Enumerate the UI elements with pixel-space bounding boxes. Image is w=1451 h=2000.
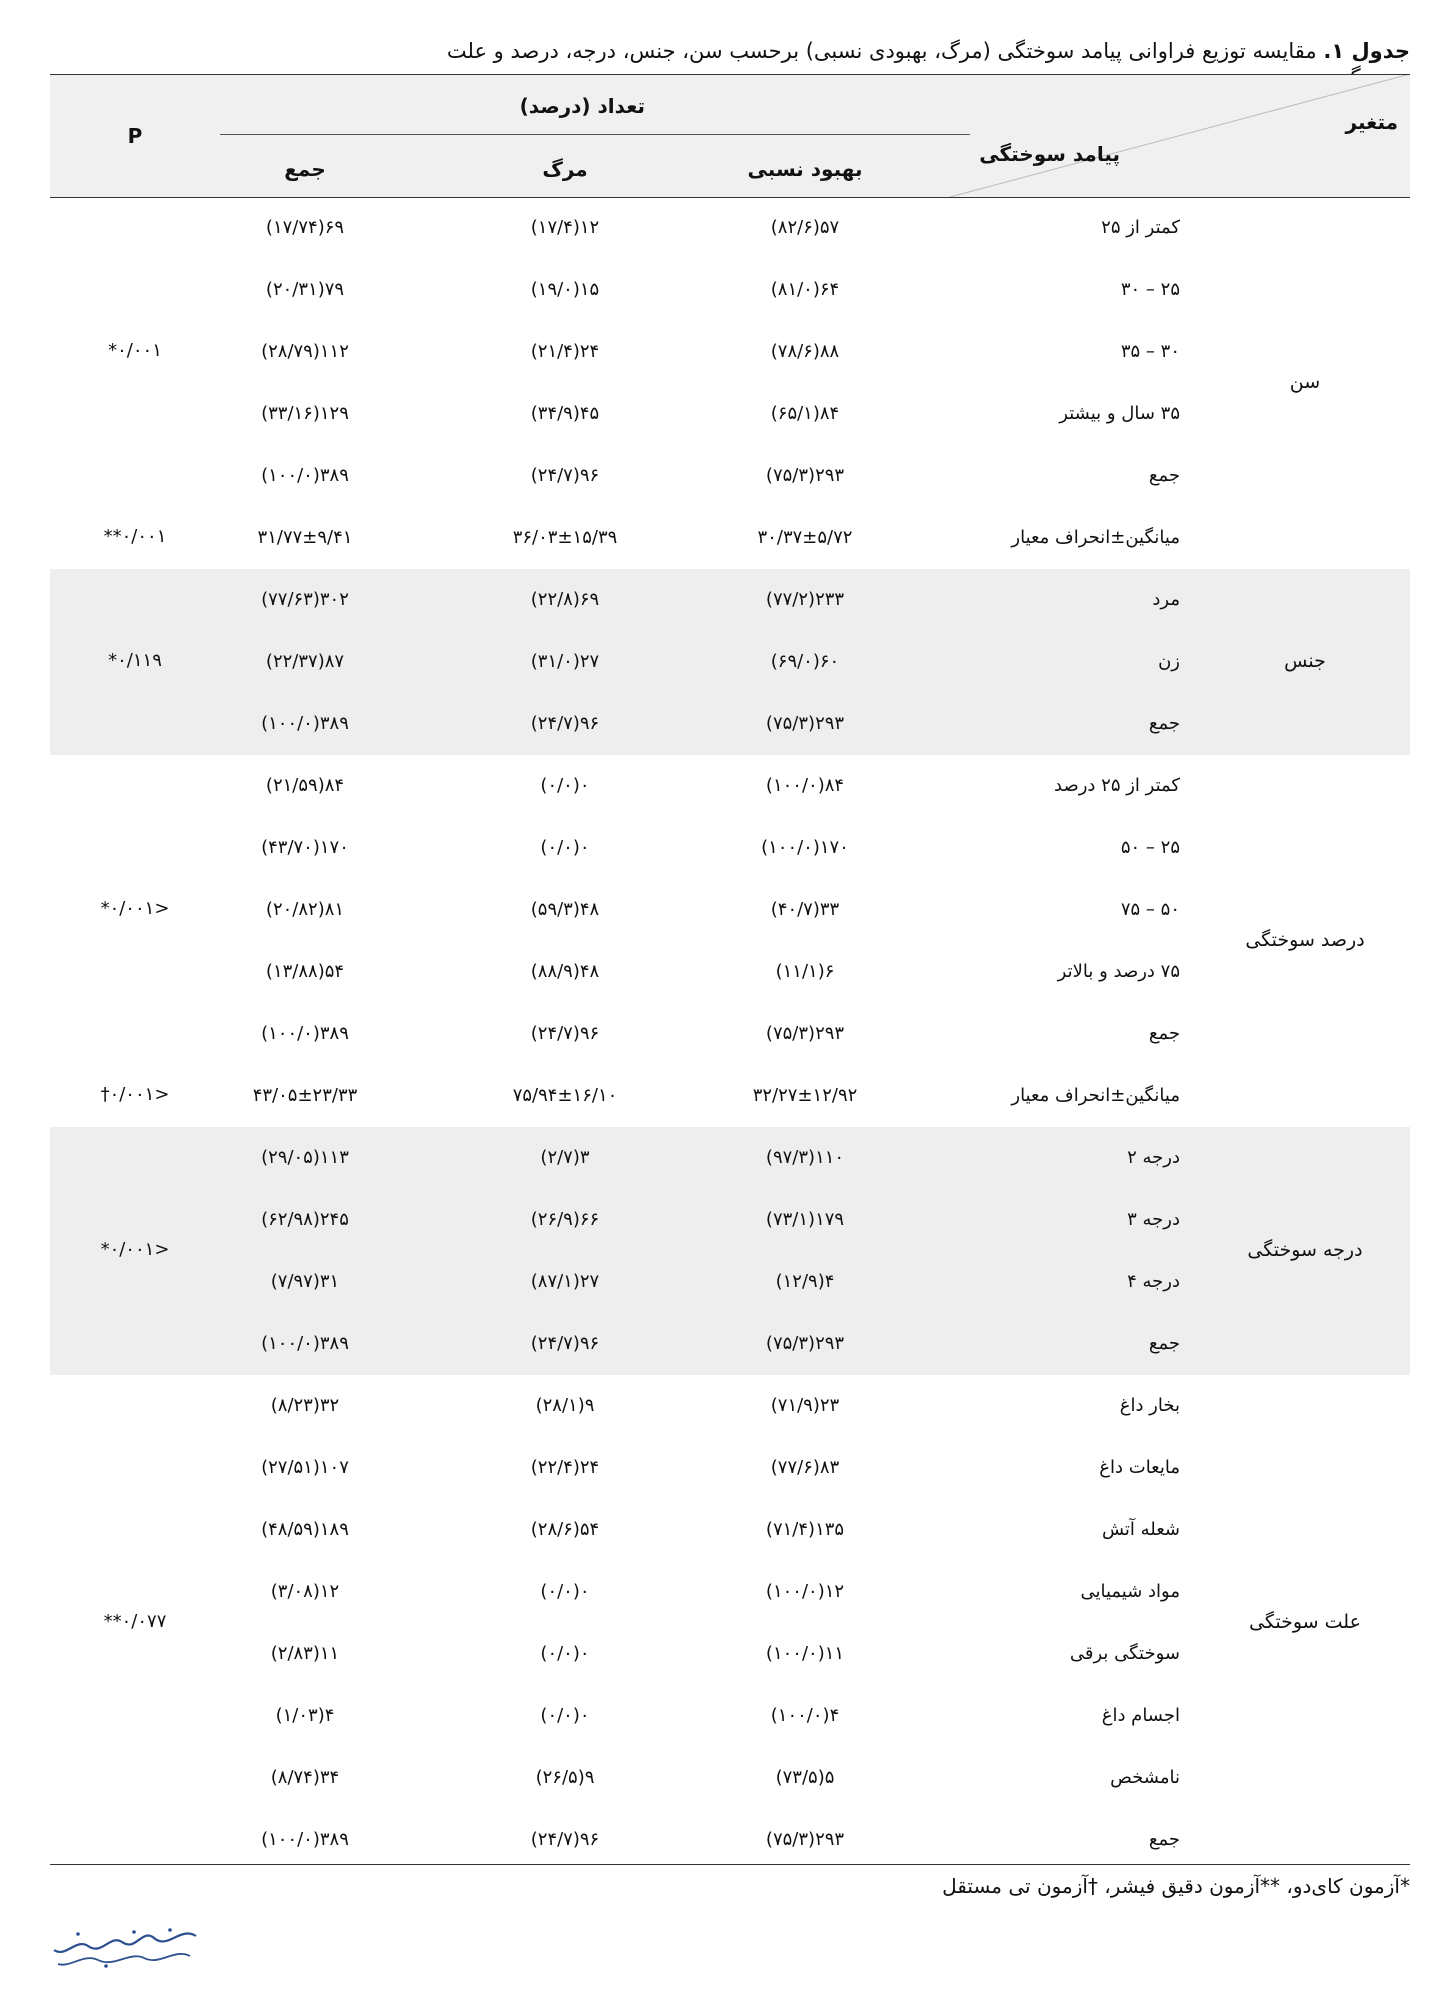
total-cell: ۸۷(۲۲/۳۷) bbox=[265, 651, 345, 672]
table-row bbox=[50, 1623, 1410, 1685]
outcome-cell: بخار داغ bbox=[1119, 1395, 1180, 1416]
total-cell: ۳۴(۸/۷۴) bbox=[270, 1767, 340, 1788]
outcome-cell: زن bbox=[1158, 651, 1180, 672]
p-value: <۰/۰۰۱* bbox=[100, 898, 170, 919]
improvement-cell: ۲۳۳(۷۷/۲) bbox=[765, 589, 845, 610]
outcome-cell: میانگین±انحراف معیار bbox=[1011, 527, 1180, 548]
death-cell: ۶۶(۲۶/۹) bbox=[530, 1209, 600, 1230]
table-row bbox=[50, 817, 1410, 879]
p-value-secondary: <۰/۰۰۱† bbox=[100, 1084, 170, 1105]
header-p: P bbox=[127, 124, 143, 148]
total-cell: ۳۸۹(۱۰۰/۰) bbox=[261, 1829, 349, 1850]
table-row bbox=[50, 197, 1410, 259]
outcome-cell: جمع bbox=[1148, 1829, 1180, 1850]
improvement-cell: ۱۱۰(۹۷/۳) bbox=[765, 1147, 845, 1168]
table-row bbox=[50, 1251, 1410, 1313]
table-footnote: *آزمون کای‌دو، **آزمون دقیق فیشر، †آزمون تی مستقل bbox=[942, 1874, 1410, 1898]
header-variable: متغیر bbox=[1345, 110, 1398, 134]
table-row bbox=[50, 755, 1410, 817]
total-cell: ۱۰۷(۲۷/۵۱) bbox=[261, 1457, 349, 1478]
outcome-cell: کمتر از ۲۵ درصد bbox=[1054, 775, 1180, 796]
outcome-cell: ۲۵ – ۳۰ bbox=[1120, 279, 1180, 300]
table-row bbox=[50, 1003, 1410, 1065]
improvement-cell: ۲۹۳(۷۵/۳) bbox=[765, 713, 845, 734]
total-cell: ۴۳/۰۵±۲۳/۳۳ bbox=[252, 1085, 358, 1106]
outcome-cell: مرد bbox=[1152, 589, 1180, 610]
outcome-cell: ۳۰ – ۳۵ bbox=[1120, 341, 1180, 362]
outcome-cell: ۷۵ درصد و بالاتر bbox=[1057, 961, 1180, 982]
total-cell: ۱۲(۳/۰۸) bbox=[270, 1581, 340, 1602]
death-cell: ۶۹(۲۲/۸) bbox=[530, 589, 600, 610]
table-row bbox=[50, 507, 1410, 569]
variable-name: سن bbox=[1289, 371, 1321, 393]
improvement-cell: ۳۲/۲۷±۱۲/۹۲ bbox=[752, 1085, 858, 1106]
death-cell: ۹(۲۶/۵) bbox=[535, 1767, 595, 1788]
outcome-cell: مواد شیمیایی bbox=[1080, 1581, 1180, 1602]
table-row bbox=[50, 1809, 1410, 1871]
improvement-cell: ۵(۷۳/۵) bbox=[775, 1767, 835, 1788]
outcome-cell: ۵۰ – ۷۵ bbox=[1120, 899, 1180, 920]
total-cell: ۵۴(۱۳/۸۸) bbox=[265, 961, 345, 982]
outcome-cell: جمع bbox=[1148, 1333, 1180, 1354]
death-cell: ۰(۰/۰) bbox=[540, 1643, 590, 1664]
table-row bbox=[50, 1499, 1410, 1561]
variable-name: علت سوختگی bbox=[1249, 1611, 1361, 1633]
improvement-cell: ۸۸(۷۸/۶) bbox=[770, 341, 840, 362]
improvement-cell: ۱۲(۱۰۰/۰) bbox=[765, 1581, 845, 1602]
improvement-cell: ۲۹۳(۷۵/۳) bbox=[765, 1023, 845, 1044]
outcome-cell: کمتر از ۲۵ bbox=[1101, 217, 1180, 238]
improvement-cell: ۴(۱۰۰/۰) bbox=[770, 1705, 840, 1726]
total-cell: ۱۷۰(۴۳/۷۰) bbox=[261, 837, 349, 858]
header-death: مرگ bbox=[542, 157, 588, 181]
header-improvement: بهبود نسبی bbox=[747, 157, 863, 181]
improvement-cell: ۱۱(۱۰۰/۰) bbox=[765, 1643, 845, 1664]
improvement-cell: ۳۳(۴۰/۷) bbox=[770, 899, 840, 920]
death-cell: ۴۸(۸۸/۹) bbox=[530, 961, 600, 982]
outcome-cell: نامشخص bbox=[1110, 1767, 1180, 1788]
improvement-cell: ۶۴(۸۱/۰) bbox=[770, 279, 840, 300]
top-rule bbox=[50, 74, 1410, 75]
death-cell: ۲۷(۸۷/۱) bbox=[530, 1271, 600, 1292]
row-group bbox=[50, 1375, 1410, 1871]
improvement-cell: ۸۳(۷۷/۶) bbox=[770, 1457, 840, 1478]
total-cell: ۳۱(۷/۹۷) bbox=[270, 1271, 340, 1292]
table-row bbox=[50, 259, 1410, 321]
death-cell: ۰(۰/۰) bbox=[540, 837, 590, 858]
row-group bbox=[50, 569, 1410, 755]
outcome-cell: جمع bbox=[1148, 1023, 1180, 1044]
death-cell: ۴۵(۳۴/۹) bbox=[530, 403, 600, 424]
total-cell: ۴(۱/۰۳) bbox=[275, 1705, 335, 1726]
death-cell: ۰(۰/۰) bbox=[540, 1705, 590, 1726]
table-row bbox=[50, 1747, 1410, 1809]
death-cell: ۳(۲/۷) bbox=[540, 1147, 590, 1168]
total-cell: ۱۸۹(۴۸/۵۹) bbox=[261, 1519, 349, 1540]
death-cell: ۲۴(۲۱/۴) bbox=[530, 341, 600, 362]
outcome-cell: درجه ۳ bbox=[1127, 1209, 1180, 1230]
total-cell: ۱۱۳(۲۹/۰۵) bbox=[261, 1147, 349, 1168]
total-cell: ۳۰۲(۷۷/۶۳) bbox=[261, 589, 349, 610]
journal-logo bbox=[50, 1920, 200, 1974]
table-row bbox=[50, 1313, 1410, 1375]
improvement-cell: ۸۴(۶۵/۱) bbox=[770, 403, 840, 424]
table-row bbox=[50, 1561, 1410, 1623]
death-cell: ۲۴(۲۲/۴) bbox=[530, 1457, 600, 1478]
outcome-cell: درجه ۴ bbox=[1127, 1271, 1180, 1292]
death-cell: ۹۶(۲۴/۷) bbox=[530, 713, 600, 734]
table-row bbox=[50, 1127, 1410, 1189]
table-row bbox=[50, 1065, 1410, 1127]
total-cell: ۱۲۹(۳۳/۱۶) bbox=[261, 403, 349, 424]
table-row bbox=[50, 445, 1410, 507]
death-cell: ۹۶(۲۴/۷) bbox=[530, 465, 600, 486]
caption-text: مقایسه توزیع فراوانی پیامد سوختگی (مرگ، بهبودی نسبی) برحسب سن، جنس، درجه، درصد و علت bbox=[446, 39, 1317, 63]
improvement-cell: ۲۹۳(۷۵/۳) bbox=[765, 1333, 845, 1354]
total-cell: ۳۸۹(۱۰۰/۰) bbox=[261, 1023, 349, 1044]
total-cell: ۳۲(۸/۲۳) bbox=[270, 1395, 340, 1416]
improvement-cell: ۲۳(۷۱/۹) bbox=[770, 1395, 840, 1416]
improvement-cell: ۱۷۰(۱۰۰/۰) bbox=[761, 837, 849, 858]
p-value: ۰/۰۰۱* bbox=[108, 340, 162, 361]
table-row bbox=[50, 941, 1410, 1003]
outcome-cell: اجسام داغ bbox=[1101, 1705, 1180, 1726]
outcome-cell: درجه ۲ bbox=[1127, 1147, 1180, 1168]
total-cell: ۳۸۹(۱۰۰/۰) bbox=[261, 1333, 349, 1354]
table-row bbox=[50, 693, 1410, 755]
variable-name: جنس bbox=[1284, 650, 1326, 672]
table-row bbox=[50, 321, 1410, 383]
row-group bbox=[50, 1127, 1410, 1375]
table-row bbox=[50, 879, 1410, 941]
death-cell: ۱۲(۱۷/۴) bbox=[530, 217, 600, 238]
table-row bbox=[50, 383, 1410, 445]
table-row bbox=[50, 1437, 1410, 1499]
total-cell: ۷۹(۲۰/۳۱) bbox=[265, 279, 345, 300]
death-cell: ۲۷(۳۱/۰) bbox=[530, 651, 600, 672]
header-count-percent: تعداد (درصد) bbox=[519, 94, 645, 118]
death-cell: ۹۶(۲۴/۷) bbox=[530, 1023, 600, 1044]
variable-name: درصد سوختگی bbox=[1245, 929, 1365, 951]
table-row bbox=[50, 1189, 1410, 1251]
outcome-cell: میانگین±انحراف معیار bbox=[1011, 1085, 1180, 1106]
bottom-rule bbox=[50, 1864, 1410, 1865]
header-total: جمع bbox=[284, 157, 326, 181]
improvement-cell: ۴(۱۲/۹) bbox=[775, 1271, 835, 1292]
total-cell: ۳۸۹(۱۰۰/۰) bbox=[261, 465, 349, 486]
total-cell: ۲۴۵(۶۲/۹۸) bbox=[261, 1209, 349, 1230]
total-cell: ۳۸۹(۱۰۰/۰) bbox=[261, 713, 349, 734]
death-cell: ۰(۰/۰) bbox=[540, 1581, 590, 1602]
outcome-cell: ۲۵ – ۵۰ bbox=[1120, 837, 1180, 858]
caption-label: جدول ۱. bbox=[1323, 39, 1410, 63]
total-cell: ۸۱(۲۰/۸۲) bbox=[265, 899, 345, 920]
outcome-cell: سوختگی برقی bbox=[1069, 1643, 1180, 1664]
improvement-cell: ۱۳۵(۷۱/۴) bbox=[765, 1519, 845, 1540]
total-cell: ۶۹(۱۷/۷۴) bbox=[265, 217, 345, 238]
row-group bbox=[50, 197, 1410, 569]
header-outcome: پیامد سوختگی bbox=[979, 142, 1120, 166]
total-cell: ۳۱/۷۷±۹/۴۱ bbox=[257, 527, 353, 548]
outcome-cell: مایعات داغ bbox=[1099, 1457, 1180, 1478]
variable-name: درجه سوختگی bbox=[1247, 1239, 1363, 1261]
death-cell: ۵۴(۲۸/۶) bbox=[530, 1519, 600, 1540]
outcome-cell: جمع bbox=[1148, 713, 1180, 734]
improvement-cell: ۶(۱۱/۱) bbox=[775, 961, 835, 982]
total-cell: ۱۱(۲/۸۳) bbox=[270, 1643, 340, 1664]
improvement-cell: ۲۹۳(۷۵/۳) bbox=[765, 1829, 845, 1850]
death-cell: ۳۶/۰۳±۱۵/۳۹ bbox=[512, 527, 618, 548]
outcome-cell: شعله آتش bbox=[1101, 1519, 1180, 1540]
improvement-cell: ۸۴(۱۰۰/۰) bbox=[765, 775, 845, 796]
improvement-cell: ۲۹۳(۷۵/۳) bbox=[765, 465, 845, 486]
death-cell: ۹۶(۲۴/۷) bbox=[530, 1829, 600, 1850]
table-header bbox=[50, 74, 1410, 197]
death-cell: ۰(۰/۰) bbox=[540, 775, 590, 796]
improvement-cell: ۵۷(۸۲/۶) bbox=[770, 217, 840, 238]
total-cell: ۸۴(۲۱/۵۹) bbox=[265, 775, 345, 796]
improvement-cell: ۱۷۹(۷۳/۱) bbox=[765, 1209, 845, 1230]
total-cell: ۱۱۲(۲۸/۷۹) bbox=[261, 341, 349, 362]
table-row bbox=[50, 1685, 1410, 1747]
p-value: <۰/۰۰۱* bbox=[100, 1239, 170, 1260]
header-span-line bbox=[220, 134, 970, 135]
death-cell: ۹۶(۲۴/۷) bbox=[530, 1333, 600, 1354]
p-value: ۰/۰۷۷** bbox=[103, 1611, 167, 1632]
outcome-cell: جمع bbox=[1148, 465, 1180, 486]
row-group bbox=[50, 755, 1410, 1127]
death-cell: ۱۵(۱۹/۰) bbox=[530, 279, 600, 300]
table-row bbox=[50, 631, 1410, 693]
table-row bbox=[50, 569, 1410, 631]
improvement-cell: ۶۰(۶۹/۰) bbox=[770, 651, 840, 672]
p-value-secondary: ۰/۰۰۱** bbox=[103, 526, 167, 547]
table-row bbox=[50, 1375, 1410, 1437]
improvement-cell: ۳۰/۳۷±۵/۷۲ bbox=[757, 527, 853, 548]
death-cell: ۷۵/۹۴±۱۶/۱۰ bbox=[512, 1085, 618, 1106]
death-cell: ۹(۲۸/۱) bbox=[535, 1395, 595, 1416]
death-cell: ۴۸(۵۹/۳) bbox=[530, 899, 600, 920]
outcome-cell: ۳۵ سال و بیشتر bbox=[1059, 403, 1180, 424]
p-value: ۰/۱۱۹* bbox=[108, 650, 162, 671]
